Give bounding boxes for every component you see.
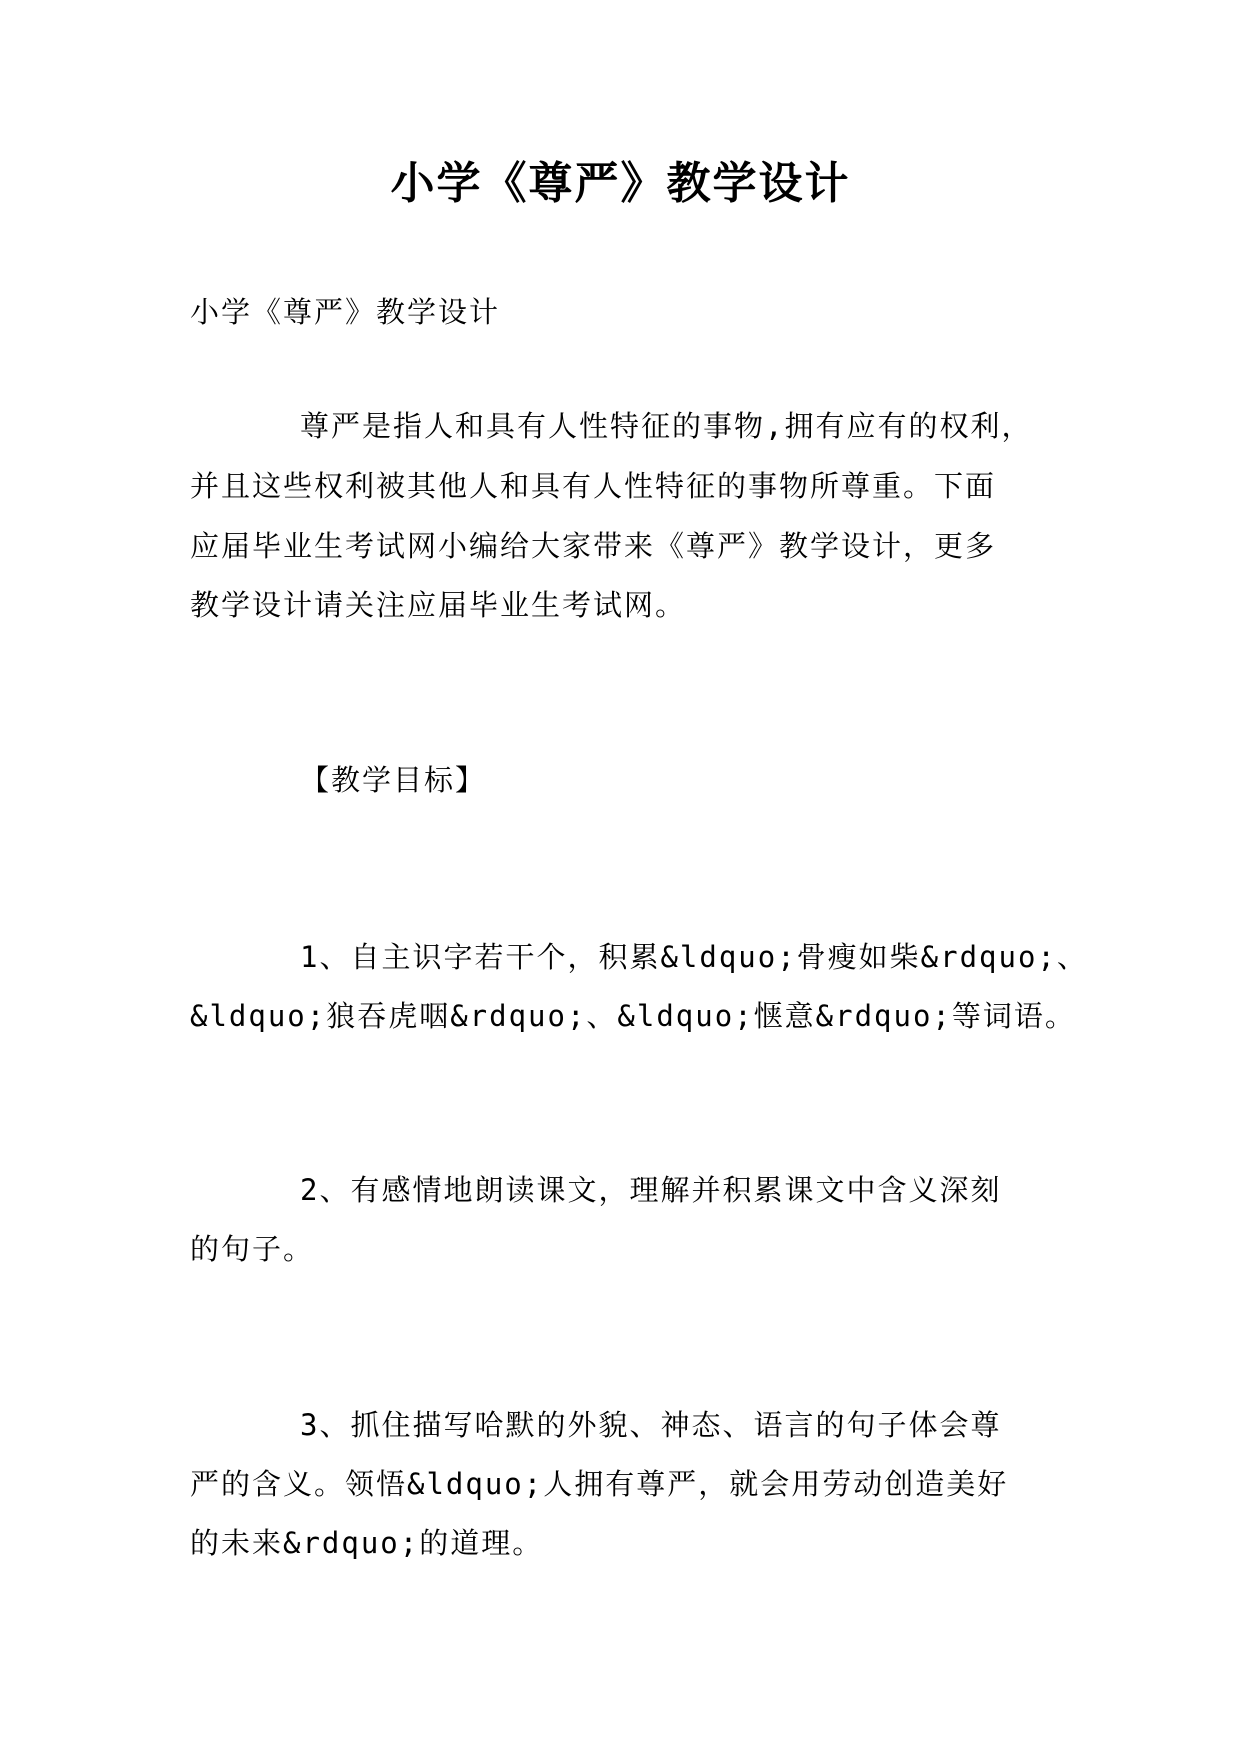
intro-line-4: 教学设计请关注应届毕业生考试网。	[190, 588, 687, 622]
goal-1-line-1: 1、自主识字若干个，积累&ldquo;骨瘦如柴&rdquo;、	[300, 940, 1088, 974]
goal-3-line-3: 的未来&rdquo;的道理。	[190, 1526, 544, 1560]
goal-2-line-1: 2、有感情地朗读课文，理解并积累课文中含义深刻	[300, 1173, 1002, 1207]
document-title: 小学《尊严》教学设计	[390, 158, 851, 209]
section-heading: 【教学目标】	[300, 763, 487, 797]
goal-1-line-2: &ldquo;狼吞虎咽&rdquo;、&ldquo;惬意&rdquo;等词语。	[190, 999, 1076, 1033]
goal-3-line-1: 3、抓住描写哈默的外貌、神态、语言的句子体会尊	[300, 1408, 1002, 1442]
intro-line-2: 并且这些权利被其他人和具有人性特征的事物所尊重。下面	[190, 469, 997, 503]
goal-2-line-2: 的句子。	[190, 1232, 315, 1266]
intro-line-3: 应届毕业生考试网小编给大家带来《尊严》教学设计，更多	[190, 529, 997, 563]
goal-3-line-2: 严的含义。领悟&ldquo;人拥有尊严，就会用劳动创造美好	[190, 1467, 1009, 1501]
document-subtitle: 小学《尊严》教学设计	[190, 295, 501, 329]
intro-line-1: 尊严是指人和具有人性特征的事物,拥有应有的权利，	[300, 409, 1033, 443]
